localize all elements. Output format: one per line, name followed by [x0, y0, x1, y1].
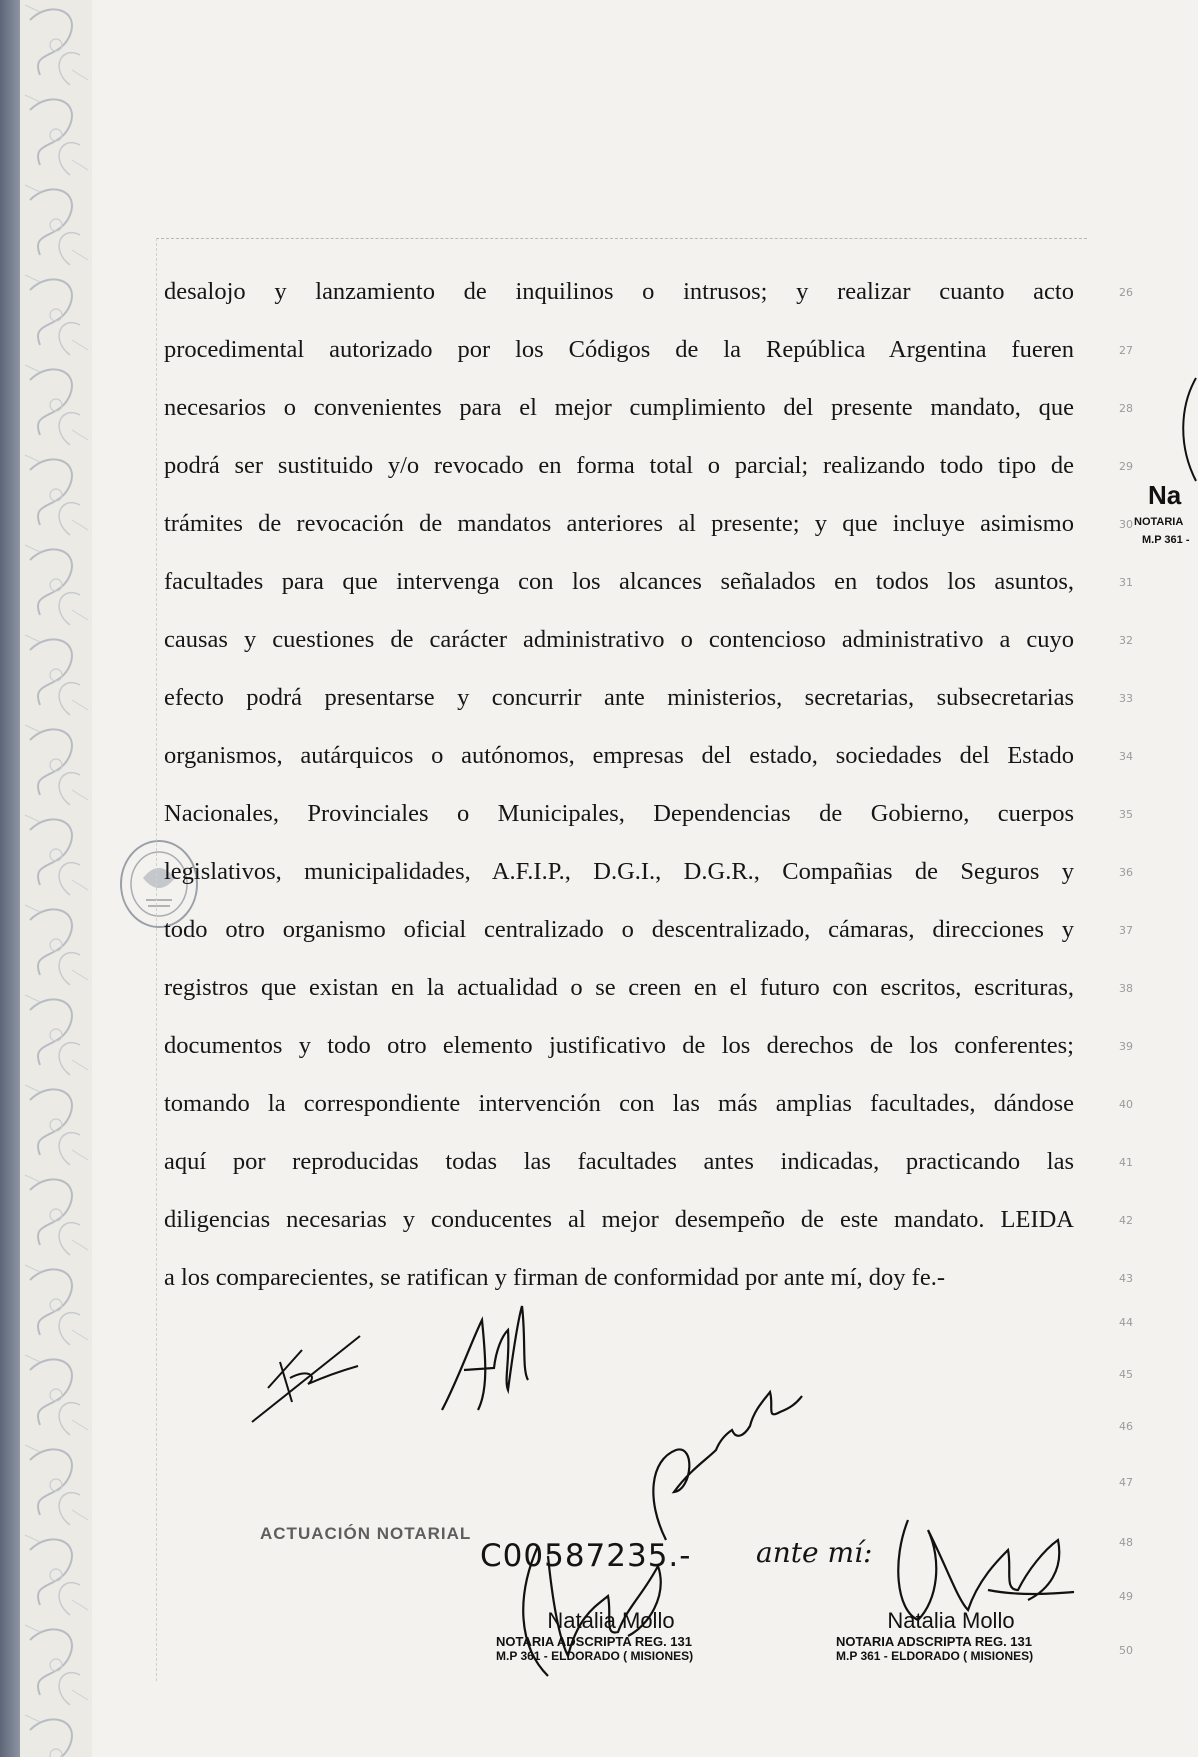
text-line: trámites de revocación de mandatos anteriores al presente; y que incluye asimismo [164, 510, 1074, 537]
stamp-registration: M.P 361 - ELDORADO ( MISIONES) [836, 1649, 1034, 1663]
text-line: aquí por reproducidas todas las facultades antes indicadas, practicando las [164, 1148, 1074, 1175]
line-number: 45 [1119, 1368, 1133, 1381]
text-line: todo otro organismo oficial centralizado o descentralizado, cámaras, direcciones y [164, 916, 1074, 943]
signature-2 [438, 1300, 538, 1420]
line-number: 33 [1119, 692, 1133, 705]
text-line: registros que existan en la actualidad o se creen en el futuro con escritos, escrituras, [164, 974, 1074, 1001]
text-line: diligencias necesarias y conducentes al mejor desempeño de este mandato. LEIDA [164, 1206, 1074, 1233]
line-number: 26 [1119, 286, 1133, 299]
line-number: 30 [1119, 518, 1133, 531]
notary-stamp-right [836, 1608, 1066, 1663]
line-number: 48 [1119, 1536, 1133, 1549]
line-number: 34 [1119, 750, 1133, 763]
line-number: 50 [1119, 1644, 1133, 1657]
signature-1 [248, 1326, 368, 1428]
line-number: 47 [1119, 1476, 1133, 1489]
side-stamp-name: Na [1148, 480, 1182, 510]
line-number: 39 [1119, 1040, 1133, 1053]
side-stamp-registration: M.P 361 - [1142, 534, 1190, 546]
side-stamp-title: NOTARIA [1134, 516, 1184, 528]
stamp-registration: M.P 361 - ELDORADO ( MISIONES) [496, 1649, 694, 1663]
text-line: Nacionales, Provinciales o Municipales, Dependencias de Gobierno, cuerpos [164, 800, 1074, 827]
text-line: desalojo y lanzamiento de inquilinos o intrusos; y realizar cuanto acto [164, 278, 1074, 305]
text-line: organismos, autárquicos o autónomos, empresas del estado, sociedades del Estado [164, 742, 1074, 769]
text-line: efecto podrá presentarse y concurrir ante ministerios, secretarias, subsecretarias [164, 684, 1074, 711]
side-notary-stamp [1134, 480, 1198, 560]
line-number: 42 [1119, 1214, 1133, 1227]
page-edge-shadow [0, 0, 20, 1757]
text-line: procedimental autorizado por los Códigos de la República Argentina fueren [164, 336, 1074, 363]
stamp-title: NOTARIA ADSCRIPTA REG. 131 [496, 1634, 692, 1649]
line-number: 46 [1119, 1420, 1133, 1433]
line-number: 31 [1119, 576, 1133, 589]
line-number: 29 [1119, 460, 1133, 473]
text-line: causas y cuestiones de carácter administrativo o contencioso administrativo a cuyo [164, 626, 1074, 653]
line-number: 27 [1119, 344, 1133, 357]
stamp-name: Natalia Mollo [547, 1608, 675, 1633]
line-number: 41 [1119, 1156, 1133, 1169]
line-number: 35 [1119, 808, 1133, 821]
line-number: 28 [1119, 402, 1133, 415]
line-number: 40 [1119, 1098, 1133, 1111]
text-line: legislativos, municipalidades, A.F.I.P., D.G.I., D.G.R., Compañias de Seguros y [164, 858, 1074, 885]
line-number: 37 [1119, 924, 1133, 937]
text-line: tomando la correspondiente intervención con las más amplias facultades, dándose [164, 1090, 1074, 1117]
text-line: podrá ser sustituido y/o revocado en forma total o parcial; realizando todo tipo de [164, 452, 1074, 479]
text-line: necesarios o convenientes para el mejor cumplimiento del presente mandato, que [164, 394, 1074, 421]
line-number: 43 [1119, 1272, 1133, 1285]
actuacion-notarial-header: ACTUACIÓN NOTARIAL [260, 1524, 472, 1543]
line-number: 44 [1119, 1316, 1133, 1329]
stamp-name: Natalia Mollo [887, 1608, 1015, 1633]
stamp-title: NOTARIA ADSCRIPTA REG. 131 [836, 1634, 1032, 1649]
text-line: facultades para que intervenga con los alcances señalados en todos los asuntos, [164, 568, 1074, 595]
line-number: 49 [1119, 1590, 1133, 1603]
security-pattern-strip [20, 0, 92, 1757]
line-number: 36 [1119, 866, 1133, 879]
ante-mi-label: ante mí: [756, 1536, 873, 1569]
notary-stamp-left [496, 1608, 726, 1663]
line-number: 38 [1119, 982, 1133, 995]
signature-3 [646, 1380, 806, 1550]
side-signature-stroke [1176, 376, 1198, 486]
security-pattern-graphic [20, 0, 92, 1757]
text-line: a los comparecientes, se ratifican y firman de conformidad por ante mí, doy fe.- [164, 1264, 945, 1291]
line-number: 32 [1119, 634, 1133, 647]
text-line: documentos y todo otro elemento justificativo de los derechos de los conferentes; [164, 1032, 1074, 1059]
document-code: C00587235.- [480, 1538, 692, 1574]
